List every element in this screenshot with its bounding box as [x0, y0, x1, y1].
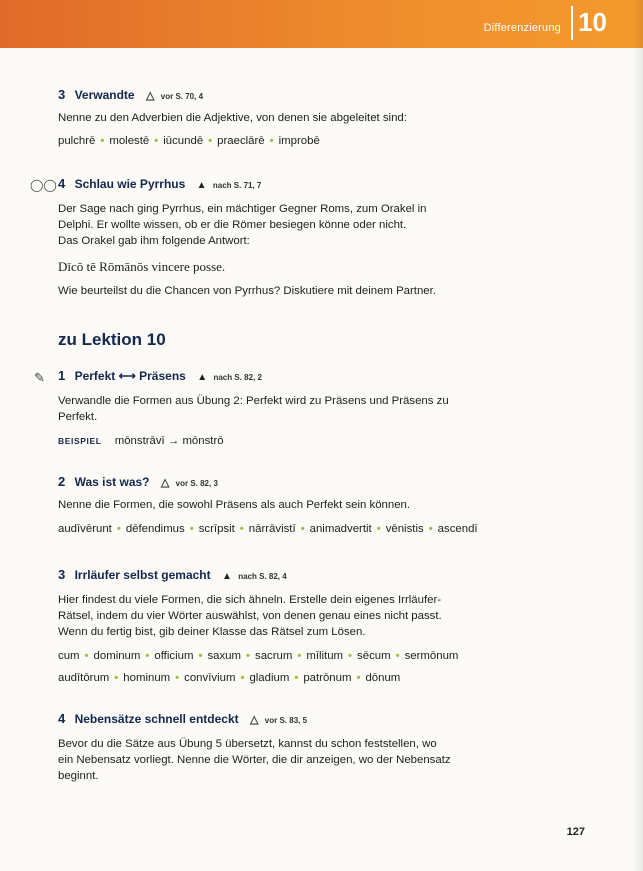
separator-dot: •: [376, 523, 381, 535]
separator-dot: •: [189, 523, 194, 535]
section-title: zu Lektion 10: [58, 330, 166, 349]
word: audīvērunt: [58, 523, 112, 535]
separator-dot: •: [198, 650, 203, 662]
exercise-number: 4: [58, 711, 66, 726]
separator-dot: •: [208, 135, 213, 147]
word: improbē: [278, 135, 320, 147]
exercise-heading: [58, 368, 458, 383]
separator-dot: •: [175, 672, 180, 684]
word-list: [58, 135, 458, 147]
header-bar: [0, 0, 643, 48]
word: molestē: [109, 135, 150, 147]
word: dēfendimus: [125, 523, 185, 535]
text-line: Perfekt.: [58, 411, 98, 423]
word-list: [58, 523, 478, 535]
separator-dot: •: [100, 135, 105, 147]
text-line: Der Sage nach ging Pyrrhus, ein mächtiger Gegner Roms, zum Orakel in: [58, 203, 427, 215]
exercise-heading: [58, 567, 458, 582]
page-reference: nach S. 82, 4: [238, 572, 287, 581]
exercise-perfekt-praesens: [58, 368, 458, 447]
exercise-title: Was ist was?: [74, 475, 150, 489]
page-reference: vor S. 70, 4: [160, 92, 204, 101]
text-line: Rätsel, indem du vier Wörter auswählst, von denen genau eines nicht passt.: [58, 610, 442, 622]
separator-dot: •: [239, 523, 244, 535]
exercise-number: 1: [58, 368, 66, 383]
level-basic-icon: △: [160, 477, 170, 489]
separator-dot: •: [114, 672, 119, 684]
word: audītōrum: [58, 672, 110, 684]
exercise-title: Schlau wie Pyrrhus: [74, 177, 186, 191]
page-reference: vor S. 82, 3: [175, 479, 218, 488]
separator-dot: •: [154, 135, 159, 147]
separator-dot: •: [84, 650, 89, 662]
exercise-instruction: Nenne die Formen, die sowohl Präsens als auch Perfekt sein können.: [58, 499, 411, 511]
exercise-number: 2: [58, 474, 66, 489]
exercise-number: 3: [58, 567, 66, 582]
exercise-heading: [58, 176, 458, 191]
word: patrōnum: [303, 672, 352, 684]
word: saxum: [207, 650, 241, 662]
text-line: Wenn du fertig bist, gib deiner Klasse das Rätsel zum Lösen.: [58, 626, 366, 638]
text-line: Delphi. Er wollte wissen, ob er die Römer besiegen könne oder nicht.: [58, 219, 407, 231]
word: mīlitum: [306, 650, 344, 662]
word: iūcundē: [163, 135, 204, 147]
page-edge-shadow: [633, 0, 643, 871]
separator-dot: •: [300, 523, 305, 535]
exercise-instruction: [58, 592, 458, 640]
word: ascendī: [437, 523, 478, 535]
word: praeclārē: [217, 135, 265, 147]
word: dōnum: [365, 672, 401, 684]
exercise-heading: [58, 711, 458, 726]
example-label: BEISPIEL: [58, 436, 102, 446]
exercise-number: 3: [58, 87, 66, 102]
page-reference: vor S. 83, 5: [264, 716, 308, 725]
exercise-instruction: [58, 393, 458, 425]
text-line: beginnt.: [58, 770, 99, 782]
page-number: 127: [566, 826, 585, 838]
word: nārrāvistī: [248, 523, 296, 535]
level-basic-icon: △: [249, 714, 259, 726]
discussion-question: Wie beurteilst du die Chancen von Pyrrhus? Diskutiere mit deinem Partner.: [58, 285, 436, 297]
exercise-instruction: [58, 736, 458, 784]
separator-dot: •: [145, 650, 150, 662]
header-label: Differenzierung: [483, 22, 561, 34]
exercise-text: [58, 201, 458, 249]
header-divider: [571, 6, 573, 40]
text-line: Hier findest du viele Formen, die sich ähneln. Erstelle dein eigenes Irrläufer-: [58, 594, 442, 606]
separator-dot: •: [269, 135, 274, 147]
text-line: Verwandle die Formen aus Übung 2: Perfekt wird zu Präsens und Präsens zu: [58, 395, 449, 407]
exercise-title: Verwandte: [74, 88, 135, 102]
page-reference: nach S. 71, 7: [212, 181, 262, 190]
separator-dot: •: [395, 650, 400, 662]
exercise-irrlaeufer: [58, 567, 458, 684]
pencil-icon: ✎: [34, 370, 45, 385]
exercise-number: 4: [58, 176, 66, 191]
separator-dot: •: [356, 672, 361, 684]
chapter-number: 10: [578, 7, 607, 37]
exercise-title: Nebensätze schnell entdeckt: [74, 712, 239, 726]
word: officium: [154, 650, 194, 662]
word: scrīpsit: [198, 523, 235, 535]
level-up-icon: ▲: [196, 180, 207, 191]
text-line: ein Nebensatz vorliegt. Nenne die Wörter, die dir anzeigen, wo der Nebensatz: [58, 754, 451, 766]
partner-work-icon: ◯◯: [30, 178, 57, 192]
level-up-icon: ▲: [197, 372, 208, 383]
word: sēcum: [357, 650, 391, 662]
word: cum: [58, 650, 80, 662]
exercise-heading: [58, 474, 458, 489]
text-line: Das Orakel gab ihm folgende Antwort:: [58, 235, 250, 247]
separator-dot: •: [240, 672, 245, 684]
exercise-instruction: Nenne zu den Adverbien die Adjektive, von denen sie abgeleitet sind:: [58, 112, 407, 124]
word: animadvertit: [309, 523, 372, 535]
example-line: [58, 435, 458, 447]
latin-sentence: Dīcō tē Rōmānōs vincere posse.: [58, 259, 226, 274]
exercise-was-ist-was: [58, 474, 478, 535]
word: vēnistis: [385, 523, 424, 535]
separator-dot: •: [294, 672, 299, 684]
word: gladium: [249, 672, 290, 684]
separator-dot: •: [116, 523, 121, 535]
word: pulchrē: [58, 135, 96, 147]
word: dominum: [93, 650, 141, 662]
word: hominum: [123, 672, 171, 684]
word: convīvium: [184, 672, 236, 684]
separator-dot: •: [348, 650, 353, 662]
text-line: Bevor du die Sätze aus Übung 5 übersetzt, kannst du schon feststellen, wo: [58, 738, 437, 750]
exercise-heading: [58, 87, 458, 102]
exercise-title: Perfekt ⟷ Präsens: [74, 369, 186, 383]
word: sermōnum: [404, 650, 459, 662]
exercise-nebensaetze: [58, 711, 458, 784]
example-text: mōnstrāvī → mōnstrō: [114, 435, 224, 447]
word: sacrum: [255, 650, 293, 662]
word-list: [58, 672, 458, 684]
page-reference: nach S. 82, 2: [213, 373, 262, 382]
separator-dot: •: [428, 523, 433, 535]
separator-dot: •: [246, 650, 250, 662]
separator-dot: •: [297, 650, 302, 662]
level-basic-icon: △: [145, 90, 155, 102]
exercise-verwandte: [58, 87, 458, 147]
exercise-title: Irrläufer selbst gemacht: [74, 568, 211, 582]
word-list: [58, 650, 458, 662]
exercise-pyrrhus: [58, 176, 458, 299]
level-up-icon: ▲: [221, 571, 232, 582]
